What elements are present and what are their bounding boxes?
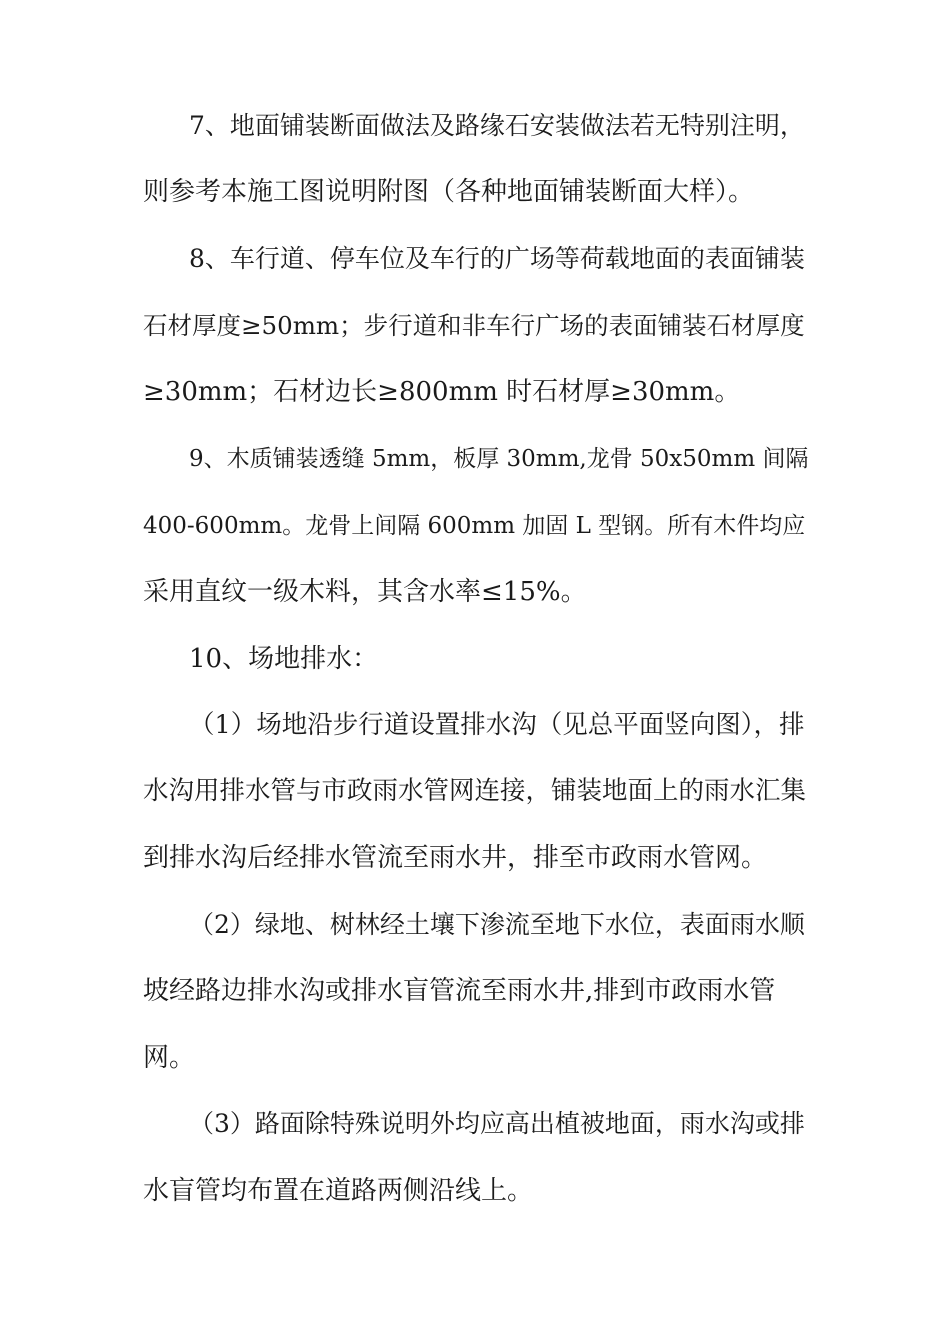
line-text: 到排水沟后经排水管流至雨水井，排至市政雨水管网。 [143,843,768,873]
line-text: （3）路面除特殊说明外均应高出植被地面，雨水沟或排 [189,1109,805,1138]
line-text: 8、车行道、停车位及车行的广场等荷载地面的表面铺装 [189,244,805,273]
line-text: ≥30mm；石材边长≥800mm 时石材厚≥30mm。 [143,377,741,407]
paragraph-line [0,1038,950,1078]
paragraph-line [0,372,950,412]
line-text: 坡经路边排水沟或排水盲管流至雨水井,排到市政雨水管 [143,976,776,1006]
line-text: （2）绿地、树林经土壤下渗流至地下水位，表面雨水顺 [189,910,805,939]
line-text: 400-600mm。龙骨上间隔 600mm 加固 L 型钢。所有木件均应 [143,513,806,539]
paragraph-line [0,971,950,1011]
line-text: （1）场地沿步行道设置排水沟（见总平面竖向图），排 [189,710,805,740]
line-text: 网。 [143,1043,196,1073]
paragraph-line [0,705,950,745]
line-text: 采用直纹一级木料，其含水率≤15%。 [143,577,587,607]
paragraph-line [0,306,950,346]
line-text: 石材厚度≥50mm；步行道和非车行广场的表面铺装石材厚度 [143,311,805,340]
paragraph-line [0,572,950,612]
line-text: 7、地面铺装断面做法及路缘石安装做法若无特别注明， [189,111,805,140]
paragraph-line [0,506,950,546]
paragraph-line [0,905,950,945]
paragraph-line [0,239,950,279]
paragraph-line [0,1171,950,1211]
paragraph-line [0,1104,950,1144]
paragraph-line [0,106,950,146]
line-text: 9、木质铺装透缝 5mm，板厚 30mm,龙骨 50x50mm 间隔 [189,446,809,472]
paragraph-line [0,439,950,479]
line-text: 则参考本施工图说明附图（各种地面铺装断面大样）。 [143,177,755,207]
paragraph-line [0,172,950,212]
paragraph-line [0,771,950,811]
paragraph-line [0,838,950,878]
line-text: 水沟用排水管与市政雨水管网连接，铺装地面上的雨水汇集 [143,776,807,806]
line-text: 水盲管均布置在道路两侧沿线上。 [143,1176,534,1206]
paragraph-line [0,639,950,679]
line-text: 10、场地排水： [189,644,379,674]
